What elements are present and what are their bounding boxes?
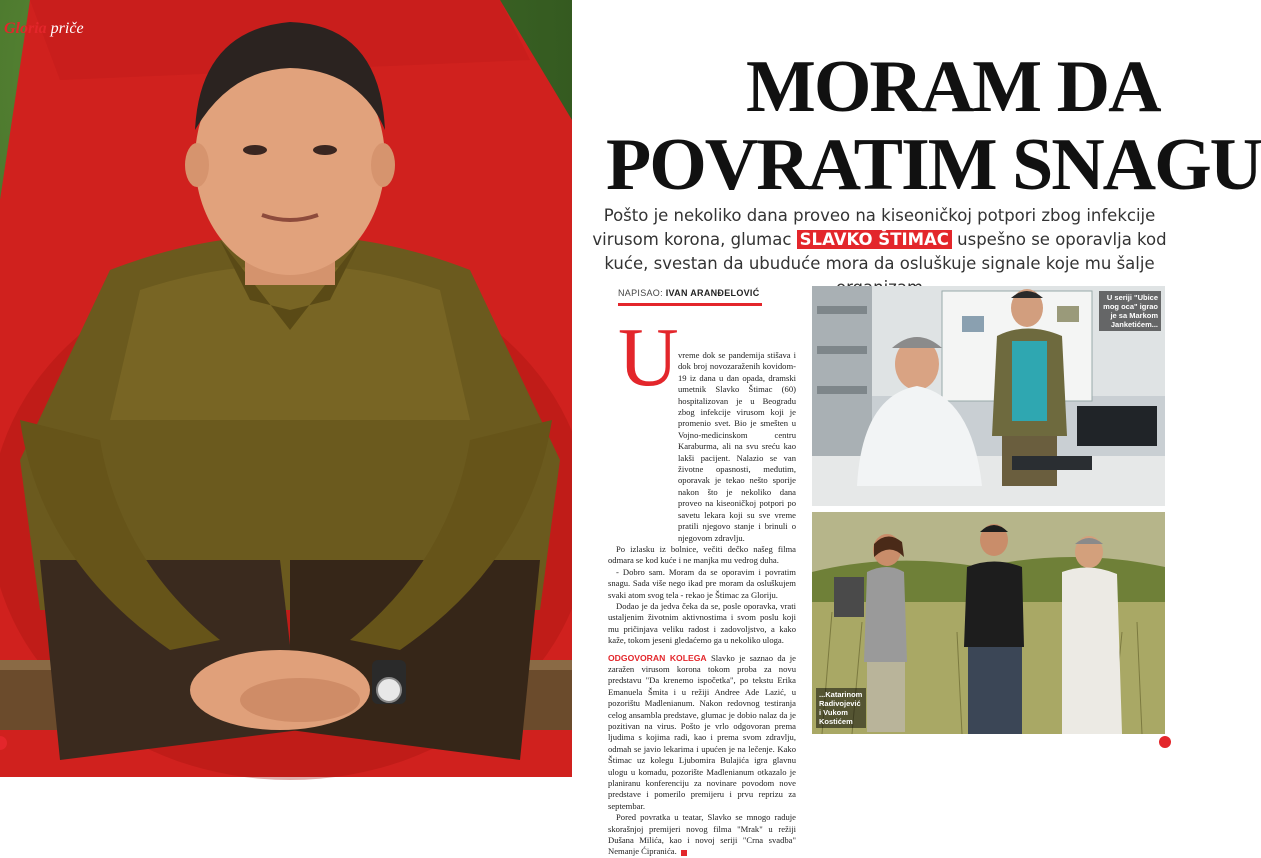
deck-text-before: Pošto je nekoliko dana proveo na kiseoničkoj potpori zbog infekcije virusom korona, glumac	[592, 206, 1156, 249]
deck-highlight-name: SLAVKO ŠTIMAC	[797, 230, 952, 249]
subhead: ODGOVORAN KOLEGA	[608, 652, 707, 663]
page-marker-right	[1159, 736, 1171, 748]
body-paragraph: vreme dok se pandemija stišava i dok broj novozaraženih kovidom-19 iz dana u dan opada, dramski umetnik Slavko Štimac (60) hospitalizovan je u Beogradu zbog infekcije virusom koji je promenio svet. Bio je smešten u Vojno-medicinskom centru Karaburma, ali na svu sreću kao lakši pacijent. Nalazio se van životne opasnosti, međutim, oporavak je tekao nešto sporije nakon što je nekoliko dana proveo na kiseoničkoj potpori po savetu lekara koji su sve vreme pratili njegovo stanje i brinuli o njegovom zdravlju.	[678, 350, 796, 543]
last-paragraph-text: Pored povratka u teatar, Slavko se mnogo raduje skorašnjoj premijeri novog filma "Mrak" u režiji Dušana Milića, kao i novoj seriji "Crna svadba" Nemanje Ćipranića.	[608, 812, 796, 857]
top-photo-caption: U seriji "Ubice mog oca" igrao je sa Markom Janketićem...	[1099, 291, 1161, 331]
byline-label: NAPISAO:	[618, 288, 663, 298]
portrait-photo	[0, 0, 572, 777]
left-page-photo	[0, 0, 572, 777]
subhead-paragraph-text: Slavko je saznao da je zaražen virusom korona tokom proba za novu predstavu "Da krenemo ispočetka", po tekstu Erika Emanuela Šmita i u režiji Andree Ade Lazić, u pozorištu Madlenianum. Nakon redovnog testiranja celog ansambla predstave, glumac je dobio nalaz da je pozitivan na virus. Pošto je vrlo odgovoran prema ljudima s kojima radi, kao i prema svom zdravlju, odmah se javio lekarima i upućen je na lečenje. Kako Štimac uz kolegu Ljubomira Bulajića igra glavnu ulogu u komadu, pozorište Madlenianum otkazalo je planiranu konferenciju za novinare povodom nove predstave i pomerilo premijeru i prvu reprizu za septembar.	[608, 652, 796, 811]
photo-office-scene	[812, 286, 1165, 506]
body-paragraph-last	[608, 812, 796, 858]
end-mark	[681, 850, 687, 856]
body-paragraph: Po izlasku iz bolnice, večiti dečko našeg filma odmara se kod kuće i ne manjka mu vedrog duha.	[608, 543, 796, 566]
deck-text-after: uspešno se oporavlja kod kuće, svestan da ubuduće mora da osluškuje signale koje mu šalje	[604, 230, 1167, 273]
byline	[618, 288, 760, 298]
body-paragraph-subhead	[608, 653, 796, 813]
section-caption	[4, 20, 84, 38]
photo-field-scene	[812, 512, 1165, 734]
body-paragraph: - Dobro sam. Moram da se oporavim i povratim snagu. Sada više nego ikad pre moram da osluškujem svaki atom svog tela - rekao je Štimac za Gloriju.	[608, 566, 796, 600]
section-name: priče	[50, 20, 84, 37]
body-paragraph: Dodao je da jedva čeka da se, posle oporavka, vrati ustaljenim životnim aktivnostima i svom poslu koji mu pričinjava veliku radost i zadovoljstvo, a kako kaže, tokom jeseni gledaćemo ga u nekoliko uloga.	[608, 600, 796, 646]
headline-line-1: MORAM DA	[746, 46, 1160, 128]
article-body	[608, 350, 796, 858]
brand-name: Gloria	[4, 20, 47, 37]
right-page	[572, 0, 1261, 857]
byline-rule	[618, 303, 762, 306]
drop-cap: U	[618, 311, 679, 404]
byline-author: IVAN ARANĐELOVIĆ	[665, 288, 760, 298]
article-headline	[606, 46, 1261, 206]
bottom-photo-caption: ...Katarinom Radivojević i Vukom Kostićem	[816, 688, 866, 728]
headline-line-2: POVRATIM SNAGU	[606, 124, 1261, 206]
